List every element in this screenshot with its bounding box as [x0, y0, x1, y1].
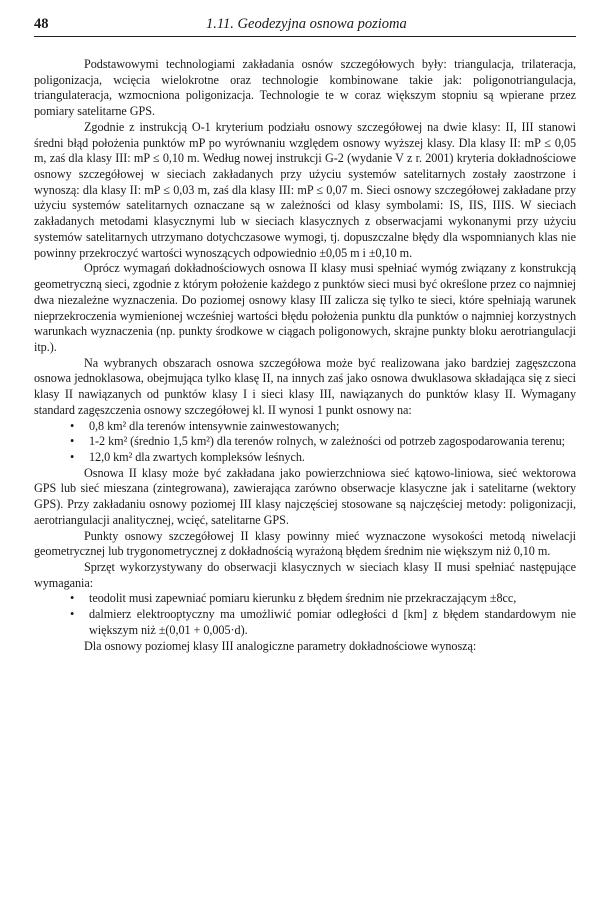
list-item [34, 450, 576, 466]
list-item-text: dalmierz elektrooptyczny ma umożliwić pomiar odległości d [km] z błędem standardowym nie większym niż ±(0,01 + 0,005·d). [89, 607, 576, 637]
list-item [34, 607, 576, 638]
body-text [34, 57, 576, 654]
page-number: 48 [34, 16, 49, 32]
list-item-text: teodolit musi zapewniać pomiaru kierunku z błędem średnim nie przekraczającym ±8cc, [89, 591, 517, 606]
page-header [34, 14, 576, 37]
list-item-text: 1-2 km² (średnio 1,5 km²) dla terenów rolnych, w zależności od potrzeb zagospodarowania terenu; [89, 434, 566, 449]
bullet-icon: • [70, 434, 75, 449]
list-item [34, 434, 576, 450]
paragraph-equipment: Sprzęt wykorzystywany do obserwacji klasycznych w sieciach klasy II musi spełniać następujące wymagania: [34, 560, 576, 590]
bullet-icon: • [70, 607, 75, 622]
equipment-list [34, 591, 576, 638]
paragraph-network-types: Osnowa II klasy może być zakładana jako powierzchniowa sieć kątowo-liniowa, sieć wektorowa GPS lub sieć mieszana (zintegrowana), zawierająca zarówno obserwacje klasyczne jak i satelitarne (wektory GPS). Przy zakładaniu osnowy poziomej III klasy najczęściej stosowane są najczęściej metody: poligonizacji, aerotriangulacji analitycznej, wcięć, satelitarne GPS. [34, 465, 576, 527]
density-list [34, 419, 576, 466]
paragraph-technologies: Podstawowymi technologiami zakładania osnów szczegółowych były: triangulacja, trilateracja, poligonizacja, wcięcia wielokrotne oraz technologie kombinowane takie jak: poligonotriangulacja, triangulateracja, wzmocniona poligonizacja. Technologie te w coraz większym stopniu są wpierane przez pomiary satelitarne GPS. [34, 57, 576, 119]
paragraph-density-standard: Na wybranych obszarach osnowa szczegółowa może być realizowana jako bardziej zagęszczona osnowa jednoklasowa, obejmująca tylko klasę II, na innych zaś jako osnowa dwuklasowa składająca się z sieci klasy II nawiązanych od punktów klasy I i sieci klasy III, nawiązanych do punktów klasy II. Wymagany standard zagęszczenia osnowy szczegółowej kl. II wynosi 1 punkt osnowy na: [34, 355, 576, 417]
bullet-icon: • [70, 449, 75, 464]
running-title: 1.11. Geodezyjna osnowa pozioma [206, 16, 407, 32]
list-item-text: 0,8 km² dla terenów intensywnie zainwestowanych; [89, 418, 340, 433]
bullet-icon: • [70, 591, 75, 606]
paragraph-heights: Punkty osnowy szczegółowej II klasy powinny mieć wyznaczone wysokości metodą niwelacji geometrycznej lub trygonometrycznej z dokładnością wyrażoną błędem średnim nie większym niż 0,10 m. [34, 528, 576, 559]
list-item [34, 419, 576, 435]
document-page [34, 14, 576, 654]
list-item-text: 12,0 km² dla zwartych kompleksów leśnych. [89, 449, 305, 464]
paragraph-geometric-requirements: Oprócz wymagań dokładnościowych osnowa II klasy musi spełniać wymóg związany z konstrukcją geometryczną sieci, zgodnie z którym położenie każdego z punktów sieci musi być określone przez co najmniej dwa niezależne wyznaczenia. Do poziomej osnowy klasy III zalicza się tylko te sieci, które spełniają warunek nieprzekroczenia wymienionej wcześniej wartości błędu położenia punktu dla punktów o najmniej korzystnych warunkach wyznaczenia (np. punkty środkowe w ciągach poligonowych, skrajne punkty bloku aerotriangulacji itp.). [34, 261, 576, 354]
paragraph-accuracy-classes: Zgodnie z instrukcją O-1 kryterium podziału osnowy szczegółowej na dwie klasy: II, III stanowi średni błąd położenia punktów mP po wyrównaniu względem osnowy wyższej klasy. Dla klasy II: mP ≤ 0,05 m, zaś dla klasy III: mP ≤ 0,10 m. Według nowej instrukcji G-2 (wydanie V z r. 2001) kryteria dokładnościowe osnowy szczegółowej w sieciach zakładanych przy użyciu systemów satelitarnych zostały zaostrzone i wynoszą: dla klasy II: mP ≤ 0,03 m, zaś dla klasy III: mP ≤ 0,07 m. Sieci osnowy szczegółowej zakładane przy użyciu systemów satelitarnych oznaczane są w zależności od klasy symbolami: IS, IIS, IIIS. W sieciach zakładanych metodami klasycznymi lub w sieciach klasycznych z obserwacjami wykonanymi przy użyciu systemów satelitarnych utrzymano dotychczasowe wymogi, tj. dopuszczalne błędy dla wspomnianych klas nie powinny przekroczyć wartości wynoszących odpowiednio ±0,05 m i ±0,10 m. [34, 119, 576, 260]
bullet-icon: • [70, 418, 75, 433]
paragraph-class-three-parameters: Dla osnowy poziomej klasy III analogiczne parametry dokładnościowe wynoszą: [84, 638, 477, 653]
list-item [34, 591, 576, 607]
